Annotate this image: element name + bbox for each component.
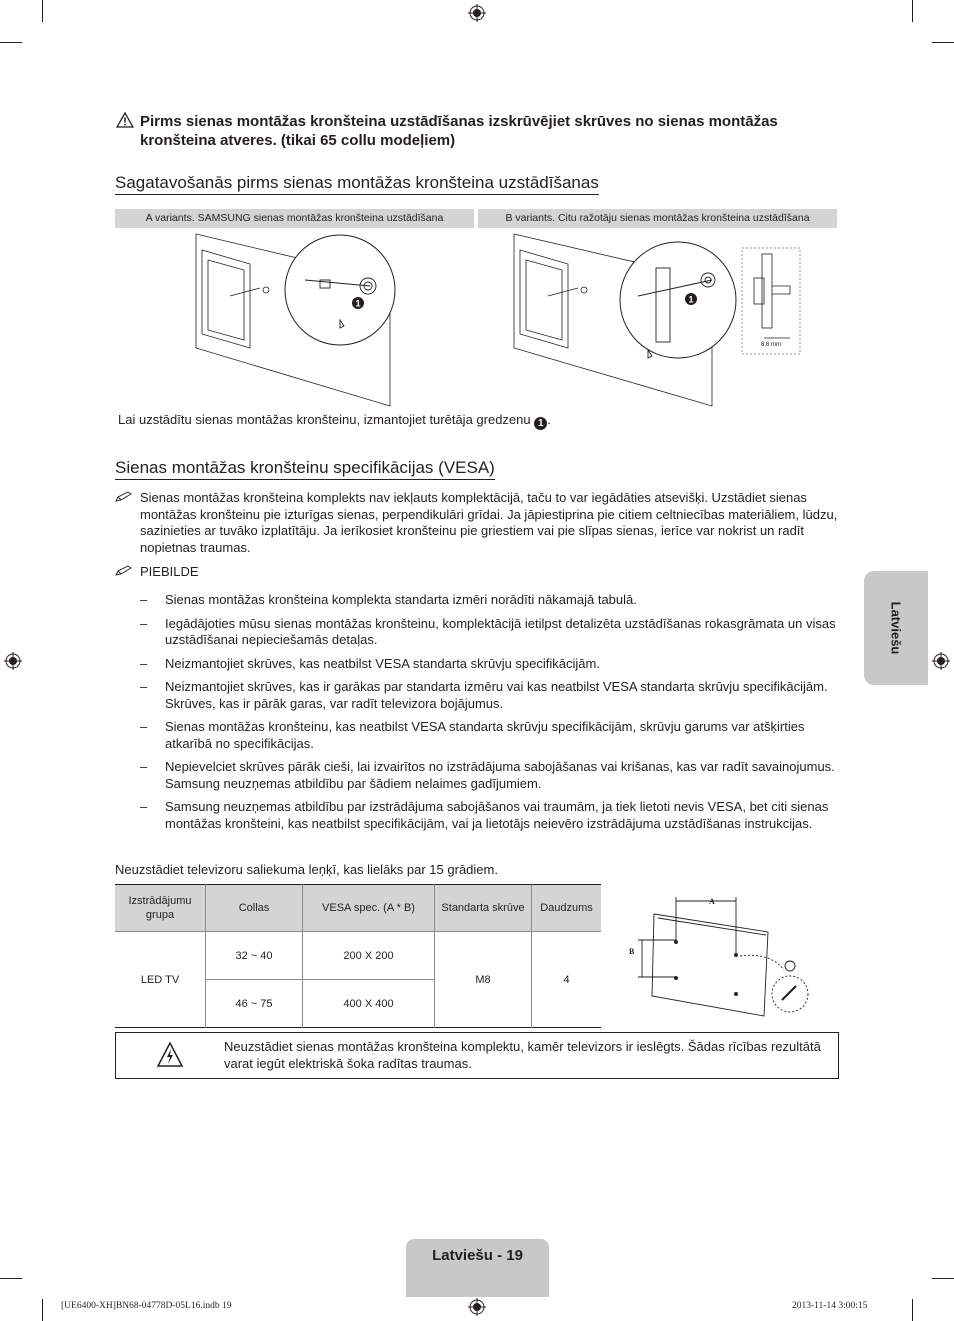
angle-note: Neuzstādiet televizoru saliekuma leņķī, kas lielāks par 15 grādiem. — [115, 862, 498, 877]
bullet-dash: – — [140, 592, 148, 607]
dimension-a-label: A — [709, 897, 715, 906]
column-header: Izstrādājumu grupa — [115, 885, 206, 932]
callout-number: 1 — [688, 294, 694, 305]
section-title-preparation — [115, 173, 599, 195]
footer-timestamp: 2013-11-14 3:00:15 — [792, 1301, 868, 1311]
top-warning-text: Pirms sienas montāžas kronšteina uzstādīšanas izskrūvējiet skrūves no sienas montāžas kronšteina atveres. (tikai 65 collu modeļiem) — [140, 113, 778, 149]
list-item — [140, 616, 840, 649]
electric-hazard-icon — [156, 1041, 184, 1069]
list-item — [140, 719, 840, 752]
list-item-text: Sienas montāžas kronšteinu, kas neatbilst VESA standarta skrūvju specifikācijām, skrūvju garums var atšķirties atkarībā no specifikācijas. — [165, 719, 805, 751]
crop-mark — [912, 1299, 913, 1321]
side-tab-label: Latviešu — [888, 601, 904, 655]
variant-b-label: B variants. Citu ražotāju sienas montāžas kronšteina uzstādīšana — [478, 209, 837, 228]
list-item — [140, 679, 840, 712]
crop-mark — [932, 42, 954, 43]
column-header: Collas — [206, 885, 303, 932]
callout-badge: 1 — [534, 417, 547, 430]
list-item-text: Iegādājoties mūsu sienas montāžas kronšteinu, komplektācijā ietilpst detalizēta uzstādīšanas rokasgrāmata un visas uzstādīšanai nepieciešamās detaļas. — [165, 615, 836, 647]
section-title-text: Sagatavošanās pirms sienas montāžas kronšteina uzstādīšanas — [115, 173, 599, 195]
column-header: VESA spec. (A * B) — [303, 885, 435, 932]
top-warning — [116, 112, 816, 150]
registration-mark-icon — [4, 652, 22, 670]
table-cell-vesa: 200 X 200 — [303, 932, 435, 980]
page-number-label: Latviešu - 19 — [432, 1247, 523, 1264]
electric-shock-warning — [115, 1032, 839, 1079]
figure-caption-period: . — [547, 412, 551, 427]
note-label-text: PIEBILDE — [140, 564, 199, 579]
dimension-b-label: B — [629, 947, 635, 956]
bullet-dash: – — [140, 655, 148, 671]
list-item-text: Neizmantojiet skrūves, kas neatbilst VESA standarta skrūvju specifikācijām. — [165, 655, 600, 671]
note-pencil-icon — [115, 491, 133, 503]
note-paragraph-text: Sienas montāžas kronšteina komplekts nav iekļauts komplektācijā, taču to var iegādāties atsevišķi. Uzstādiet sienas montāžas kronšteinu pie izturīgas sienas, perpendikulāri grīdai. Ja jāpiestiprina pie citiem celtniecības materiāliem, lūdzu, sazinieties ar tuvāko izplatītāju. Ja ierīkosiet kronšteinu pie griestiem vai pie slīpas sienas, ierīce var nokrist un radīt nopietnas traumas. — [140, 490, 838, 555]
registration-mark-icon — [468, 1298, 486, 1316]
table-cell-quantity: 4 — [532, 932, 602, 1028]
variant-a-label: A variants. SAMSUNG sienas montāžas kronšteina uzstādīšana — [115, 209, 474, 228]
dimension-label: 8.6 mm — [760, 342, 782, 348]
list-item — [140, 759, 840, 792]
crop-mark — [932, 1278, 954, 1279]
warning-triangle-icon — [116, 112, 134, 128]
figure-variant-b — [508, 230, 808, 410]
list-item — [140, 592, 840, 609]
list-item — [140, 799, 840, 832]
electric-shock-warning-text: Neuzstādiet sienas montāžas kronšteina komplektu, kamēr televizors ir ieslēgts. Šādas rīcības rezultātā varat iegūt elektriskā šoka radītas traumas. — [224, 1039, 821, 1071]
crop-mark — [42, 1299, 43, 1321]
list-item — [140, 656, 840, 673]
note-paragraph — [115, 490, 843, 556]
table-cell-inches: 46 ~ 75 — [206, 980, 303, 1028]
section-title-text: Sienas montāžas kronšteinu specifikācijas (VESA) — [115, 458, 495, 480]
table-header-row — [115, 885, 601, 932]
footer-file-info: [UE6400-XH]BN68-04778D-05L16.indb 19 — [61, 1301, 232, 1311]
vesa-spec-table — [115, 884, 601, 1028]
note-pencil-icon — [115, 565, 133, 577]
table-cell-vesa: 400 X 400 — [303, 980, 435, 1028]
registration-mark-icon — [468, 4, 486, 22]
bullet-dash: – — [140, 759, 148, 774]
page-number-tab — [406, 1239, 549, 1297]
crop-mark — [0, 42, 22, 43]
list-item-text: Nepievelciet skrūves pārāk cieši, lai izvairītos no izstrādājuma sabojāšanas vai krišanas, kas var radīt savainojumus. Samsung neuzņemas atbildību par šādiem nelaimes gadījumiem. — [165, 759, 835, 791]
bullet-dash: – — [140, 679, 148, 694]
figure-variant-a — [190, 230, 410, 410]
figure-caption-text: Lai uzstādītu sienas montāžas kronšteinu, izmantojiet turētāja gredzenu — [118, 412, 531, 427]
bullet-dash: – — [140, 615, 148, 631]
table-cell-group: LED TV — [115, 932, 206, 1028]
list-item-text: Samsung neuzņemas atbildību par izstrādājuma sabojāšanos vai traumām, ja tiek lietoti nevis VESA, bet citi sienas montāžas kronšteini, kas neatbilst specifikācijām, vai ja lietotājs neievēro izstrādājuma uzstādīšanas instrukcijas. — [165, 799, 829, 831]
figure-caption — [118, 412, 551, 430]
table-row — [115, 932, 601, 980]
note-bullet-list — [140, 592, 840, 839]
crop-mark — [0, 1278, 22, 1279]
vesa-pattern-diagram — [620, 888, 820, 1024]
note-label — [115, 564, 199, 579]
table-cell-inches: 32 ~ 40 — [206, 932, 303, 980]
section-title-vesa — [115, 458, 495, 480]
registration-mark-icon — [932, 652, 950, 670]
crop-mark — [912, 0, 913, 22]
list-item-text: Neizmantojiet skrūves, kas ir garākas par standarta izmēru vai kas neatbilst VESA standarta skrūvju specifikācijām. Skrūves, kas ir pārāk garas, var radīt televizora bojājumus. — [165, 679, 828, 711]
column-header: Standarta skrūve — [435, 885, 532, 932]
crop-mark — [42, 0, 43, 22]
list-item-text: Sienas montāžas kronšteina komplekta standarta izmēri norādīti nākamajā tabulā. — [165, 592, 637, 607]
language-side-tab — [864, 571, 928, 685]
column-header: Daudzums — [532, 885, 602, 932]
callout-number: 1 — [355, 298, 361, 309]
table-cell-screw: M8 — [435, 932, 532, 1028]
bullet-dash: – — [140, 799, 148, 814]
bullet-dash: – — [140, 719, 148, 734]
